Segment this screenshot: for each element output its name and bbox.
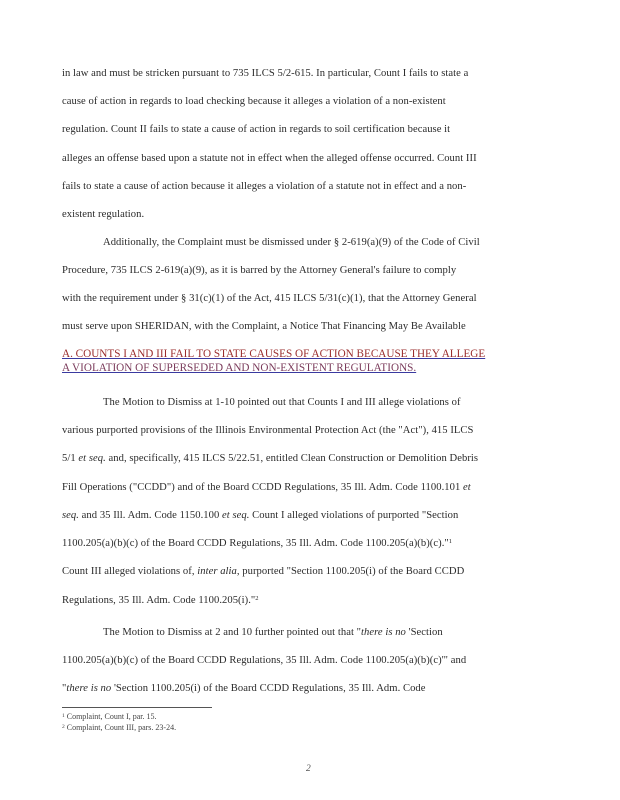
paragraph-2-line-4: must serve upon SHERIDAN, with the Complaint, a Notice That Financing May Be Available — [62, 321, 466, 332]
text-run: The Motion to Dismiss at 2 and 10 further pointed out that " — [103, 627, 362, 638]
paragraph-3-line-1: The Motion to Dismiss at 1-10 pointed out that Counts I and III allege violations of — [103, 397, 461, 408]
paragraph-4-line-1 — [103, 626, 443, 640]
section-heading-line-1: A. COUNTS I AND III FAIL TO STATE CAUSES OF ACTION BECAUSE THEY ALLEGE — [62, 348, 486, 360]
text-run: 1100.205(a)(b)(c) of the Board CCDD Regulations, 35 Ill. Adm. Code 1100.205(a)(b)(c)." — [62, 538, 449, 549]
paragraph-3-line-3 — [62, 452, 478, 466]
italic-run: inter alia, — [197, 566, 240, 577]
paragraph-1-line-6: existent regulation. — [62, 209, 145, 220]
italic-run: et — [463, 482, 471, 493]
paragraph-3-line-8 — [62, 594, 259, 608]
footnote-number: 2 — [62, 724, 65, 730]
paragraph-3-line-2: various purported provisions of the Illinois Environmental Protection Act (the "Act"), 415 ILCS — [62, 425, 474, 436]
footnote-ref-1[interactable]: 1 — [448, 538, 453, 545]
footnote-text: Complaint, Count III, pars. 23-24. — [66, 723, 177, 732]
paragraph-2-line-3: with the requirement under § 31(c)(1) of the Act, 415 ILCS 5/31(c)(1), that the Attorney General — [62, 293, 477, 304]
italic-run: there is no — [66, 683, 112, 694]
paragraph-1-line-1: in law and must be stricken pursuant to 735 ILCS 5/2-615. In particular, Count I fails to state a — [62, 68, 469, 79]
paragraph-2-line-1: Additionally, the Complaint must be dismissed under § 2-619(a)(9) of the Code of Civil — [103, 237, 480, 248]
section-heading-line-2: A VIOLATION OF SUPERSEDED AND NON-EXISTENT REGULATIONS. — [62, 362, 417, 374]
text-run: and 35 Ill. Adm. Code 1150.100 — [78, 510, 223, 521]
footnote-text: Complaint, Count I, par. 15. — [66, 712, 157, 721]
paragraph-2-line-2: Procedure, 735 ILCS 2-619(a)(9), as it is barred by the Attorney General's failure to comply — [62, 265, 457, 276]
italic-run: et seq. — [222, 510, 250, 521]
paragraph-3-line-6 — [62, 537, 452, 551]
text-run: Count I alleged violations of purported "Section — [249, 510, 459, 521]
text-run: " — [62, 683, 67, 694]
text-run: 'Section 1100.205(i) of the Board CCDD Regulations, 35 Ill. Adm. Code — [111, 683, 426, 694]
text-run: Regulations, 35 Ill. Adm. Code 1100.205(i)." — [62, 595, 256, 606]
text-run: Count III alleged violations of, — [62, 566, 198, 577]
italic-run: there is no — [361, 627, 406, 638]
text-run: 5/1 — [62, 453, 79, 464]
footnote-number: 1 — [62, 713, 65, 719]
page-number: 2 — [306, 764, 311, 774]
paragraph-4-line-3 — [62, 682, 426, 696]
text-run: purported "Section 1100.205(i) of the Board CCDD — [239, 566, 465, 577]
footnote-ref-2[interactable]: 2 — [255, 595, 259, 602]
paragraph-3-line-7 — [62, 565, 464, 579]
italic-run: seq. — [62, 510, 79, 521]
paragraph-3-line-5 — [62, 509, 458, 523]
paragraph-1-line-5: fails to state a cause of action because it alleges a violation of a statute not in effect and a non- — [62, 181, 467, 192]
paragraph-3-line-4 — [62, 481, 471, 495]
footnote-2 — [62, 723, 176, 733]
italic-run: et seq. — [78, 453, 106, 464]
text-run: 'Section — [405, 627, 443, 638]
paragraph-4-line-2: 1100.205(a)(b)(c) of the Board CCDD Regulations, 35 Ill. Adm. Code 1100.205(a)(b)(c)'" and — [62, 655, 467, 666]
paragraph-1-line-3: regulation. Count II fails to state a cause of action in regards to soil certification because it — [62, 124, 451, 135]
paragraph-1-line-2: cause of action in regards to load checking because it alleges a violation of a non-existent — [62, 96, 446, 107]
text-run: and, specifically, 415 ILCS 5/22.51, entitled Clean Construction or Demolition Debris — [105, 453, 479, 464]
footnote-1 — [62, 712, 157, 722]
text-run: Fill Operations ("CCDD") and of the Board CCDD Regulations, 35 Ill. Adm. Code 1100.101 — [62, 482, 464, 493]
footnote-separator — [62, 707, 212, 708]
paragraph-1-line-4: alleges an offense based upon a statute not in effect when the alleged offense occurred. Count III — [62, 153, 477, 164]
